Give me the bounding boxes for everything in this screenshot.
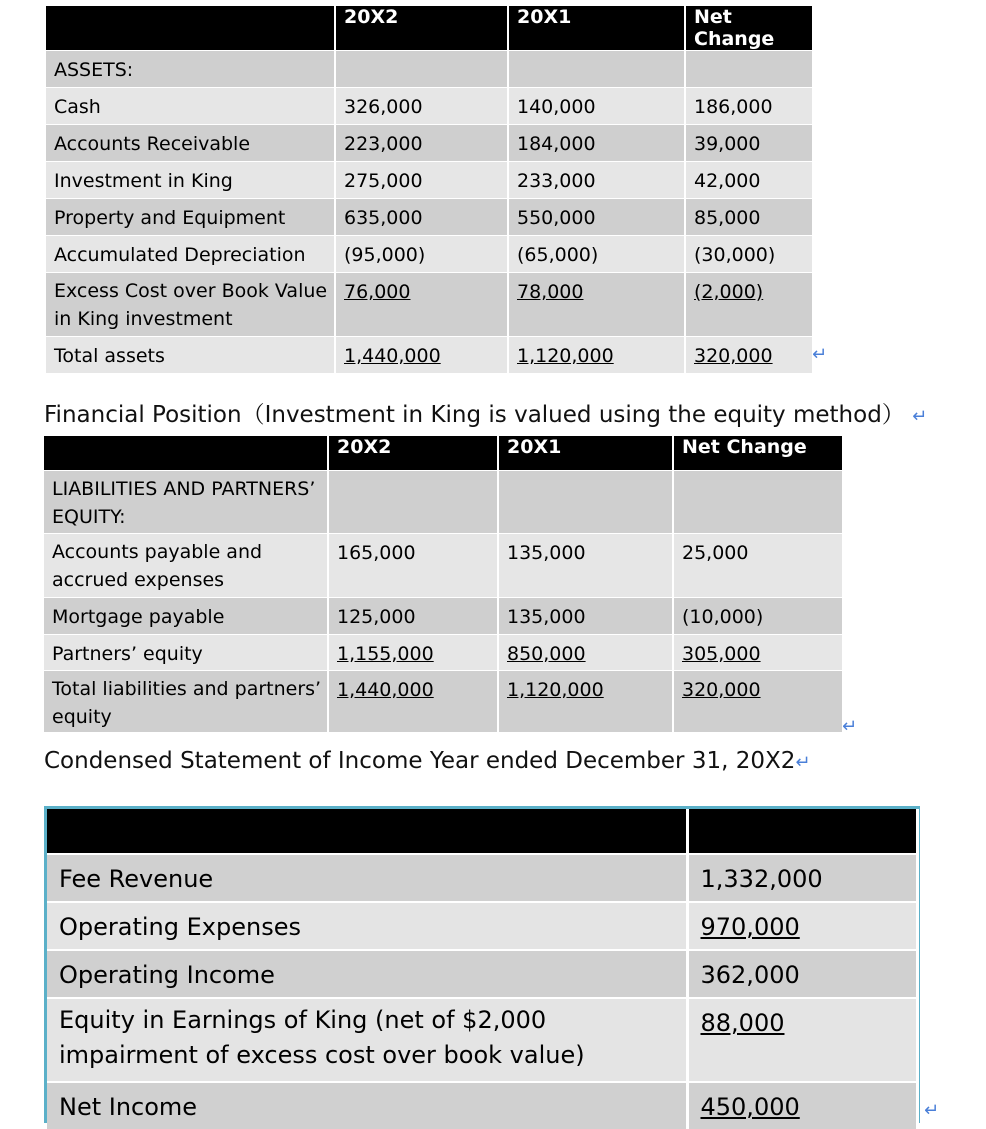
paragraph-mark-icon: ↵	[924, 1100, 940, 1121]
table-row	[46, 51, 812, 88]
row-value: 970,000	[687, 902, 917, 950]
value-20x1: 1,120,000	[498, 670, 673, 732]
caption-financial-position: Financial Position（Investment in King is valued using the equity method） ↵	[44, 402, 928, 428]
row-label: Fee Revenue	[47, 854, 687, 902]
row-label: Accounts payable and accrued expenses	[44, 533, 328, 597]
row-label: Mortgage payable	[44, 597, 328, 634]
caption-income-statement: Condensed Statement of Income Year ended December 31, 20X2↵	[44, 748, 811, 774]
header-net-change: Net Change	[685, 6, 812, 51]
value-20x1: (65,000)	[508, 236, 685, 273]
value-net-change: 320,000	[673, 670, 842, 732]
row-label: Total liabilities and partners’ equity	[44, 670, 328, 732]
value-20x2: 1,155,000	[328, 634, 498, 670]
row-label: Operating Expenses	[47, 902, 687, 950]
header-blank	[46, 6, 335, 51]
value-net-change: 305,000	[673, 634, 842, 670]
header-20x2: 20X2	[328, 436, 498, 470]
value-20x2: 165,000	[328, 533, 498, 597]
value-20x1: 550,000	[508, 199, 685, 236]
paragraph-mark-icon: ↵	[912, 406, 928, 427]
assets-table	[46, 6, 812, 373]
table-row	[46, 125, 812, 162]
value-20x1: 78,000	[508, 273, 685, 337]
row-value: 450,000	[687, 1082, 917, 1129]
value-20x1	[508, 51, 685, 88]
value-20x1: 850,000	[498, 634, 673, 670]
row-label: ASSETS:	[46, 51, 335, 88]
value-20x2: 635,000	[335, 199, 508, 236]
paragraph-mark-icon: ↵	[812, 344, 828, 365]
value-net-change: (30,000)	[685, 236, 812, 273]
table-row	[46, 199, 812, 236]
value-20x1: 1,120,000	[508, 337, 685, 373]
value-20x1: 135,000	[498, 533, 673, 597]
row-label: Accounts Receivable	[46, 125, 335, 162]
table-row	[44, 670, 842, 732]
header-20x2: 20X2	[335, 6, 508, 51]
value-20x2: 1,440,000	[335, 337, 508, 373]
value-20x2: 326,000	[335, 88, 508, 125]
value-20x2: 125,000	[328, 597, 498, 634]
row-label: Investment in King	[46, 162, 335, 199]
row-label: Operating Income	[47, 950, 687, 998]
income-statement-frame	[44, 806, 920, 1123]
table-row	[44, 597, 842, 634]
value-20x2	[335, 51, 508, 88]
value-20x2: (95,000)	[335, 236, 508, 273]
row-label: Total assets	[46, 337, 335, 373]
row-label: Property and Equipment	[46, 199, 335, 236]
table-row	[46, 273, 812, 337]
row-label: Equity in Earnings of King (net of $2,000 impairment of excess cost over book value)	[47, 998, 687, 1082]
value-net-change: 25,000	[673, 533, 842, 597]
header-blank-value	[687, 809, 917, 854]
header-net-change: Net Change	[673, 436, 842, 470]
value-20x2: 1,440,000	[328, 670, 498, 732]
value-20x1: 135,000	[498, 597, 673, 634]
value-net-change: (10,000)	[673, 597, 842, 634]
value-20x2	[328, 470, 498, 533]
value-net-change: 85,000	[685, 199, 812, 236]
row-value: 88,000	[687, 998, 917, 1082]
table-row	[47, 854, 917, 902]
row-label: Excess Cost over Book Value in King investment	[46, 273, 335, 337]
table-row	[44, 533, 842, 597]
value-net-change: (2,000)	[685, 273, 812, 337]
table-row	[44, 634, 842, 670]
row-label: Accumulated Depreciation	[46, 236, 335, 273]
row-label: Net Income	[47, 1082, 687, 1129]
header-blank	[44, 436, 328, 470]
value-net-change: 320,000	[685, 337, 812, 373]
row-label: Cash	[46, 88, 335, 125]
value-20x2: 76,000	[335, 273, 508, 337]
row-label: LIABILITIES AND PARTNERS’ EQUITY:	[44, 470, 328, 533]
value-20x1: 184,000	[508, 125, 685, 162]
value-20x2: 275,000	[335, 162, 508, 199]
header-20x1: 20X1	[498, 436, 673, 470]
table-row	[46, 337, 812, 373]
row-value: 362,000	[687, 950, 917, 998]
value-net-change	[673, 470, 842, 533]
liabilities-table	[44, 436, 842, 732]
table-row	[46, 88, 812, 125]
table-row	[47, 1082, 917, 1129]
value-net-change: 186,000	[685, 88, 812, 125]
table-row	[47, 902, 917, 950]
value-20x1	[498, 470, 673, 533]
table-row	[47, 950, 917, 998]
row-value: 1,332,000	[687, 854, 917, 902]
header-blank-label	[47, 809, 687, 854]
value-net-change: 39,000	[685, 125, 812, 162]
row-label: Partners’ equity	[44, 634, 328, 670]
table-row	[44, 470, 842, 533]
value-20x2: 223,000	[335, 125, 508, 162]
table-row	[46, 236, 812, 273]
paragraph-mark-icon: ↵	[795, 752, 811, 773]
header-20x1: 20X1	[508, 6, 685, 51]
value-net-change: 42,000	[685, 162, 812, 199]
table-row	[47, 998, 917, 1082]
value-net-change	[685, 51, 812, 88]
income-statement-table	[47, 809, 919, 1129]
value-20x1: 233,000	[508, 162, 685, 199]
paragraph-mark-icon: ↵	[842, 716, 858, 737]
table-row	[46, 162, 812, 199]
value-20x1: 140,000	[508, 88, 685, 125]
